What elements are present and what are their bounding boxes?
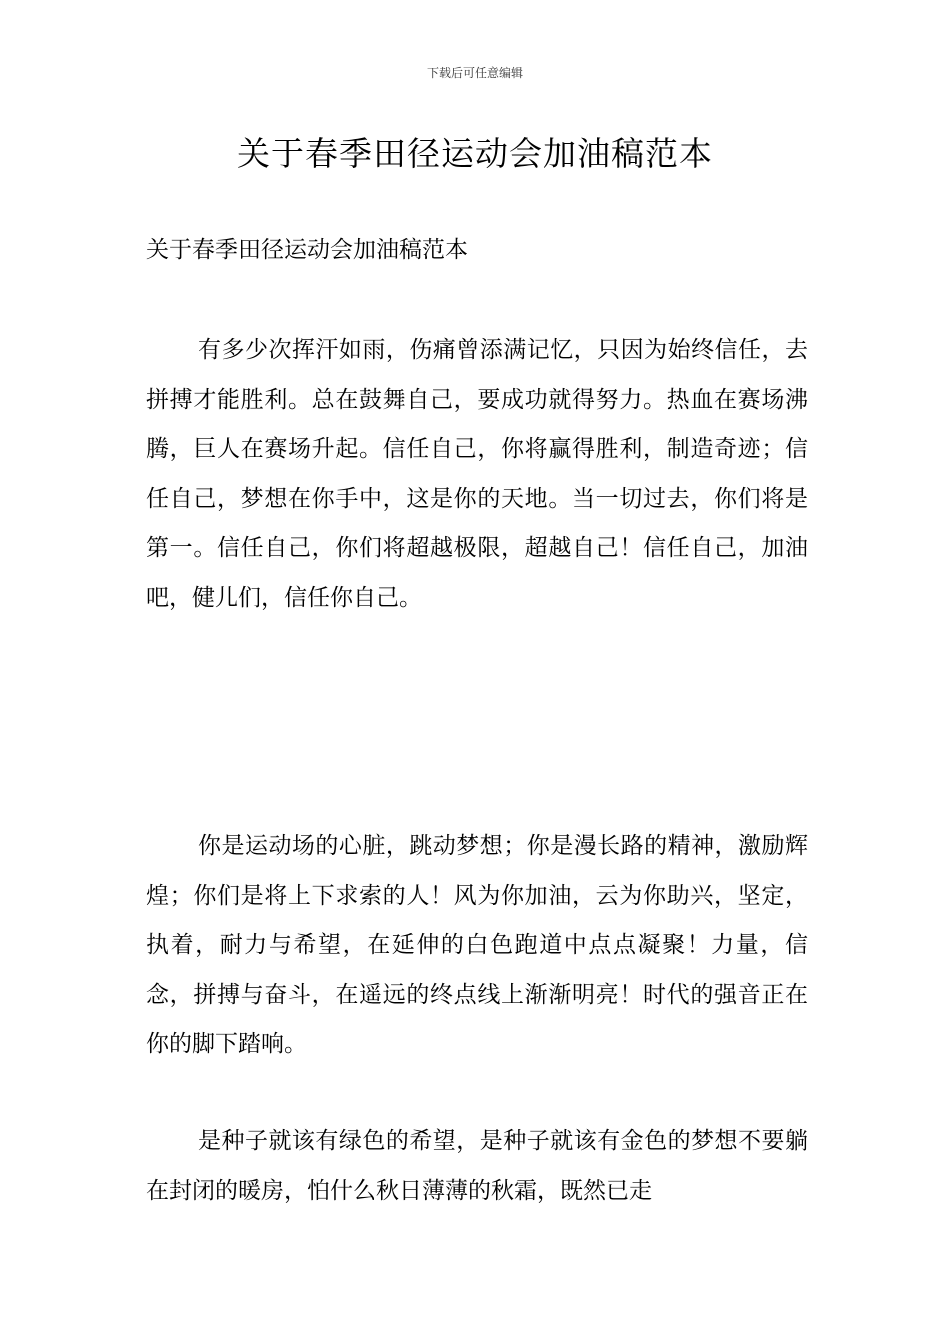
paragraph-2: 你是运动场的心脏，跳动梦想；你是漫长路的精神，激励辉煌；你们是将上下求索的人！风为你加油，云为你助兴，坚定，执着，耐力与希望，在延伸的白色跑道中点点凝聚！力量，信念，拼搏与奋斗，在遥远的终点线上渐渐明亮！时代的强音正在你的脚下踏响。 [146, 833, 808, 1057]
paragraph-1: 有多少次挥汗如雨，伤痛曾添满记忆，只因为始终信任，去拼搏才能胜利。总在鼓舞自己，要成功就得努力。热血在赛场沸腾，巨人在赛场升起。信任自己，你将赢得胜利，制造奇迹；信任自己，梦想在你手中，这是你的天地。当一切过去，你们将是第一。信任自己，你们将超越极限，超越自己！信任自己，加油吧，健儿们，信任你自己。 [146, 337, 808, 611]
header-note: 下载后可任意编辑 [426, 66, 523, 80]
document-subtitle: 关于春季田径运动会加油稿范本 [146, 237, 468, 263]
document-title: 关于春季田径运动会加油稿范本 [237, 134, 713, 173]
paragraph-3: 是种子就该有绿色的希望，是种子就该有金色的梦想不要躺在封闭的暖房，怕什么秋日薄薄的秋霜，既然已走 [146, 1128, 808, 1204]
